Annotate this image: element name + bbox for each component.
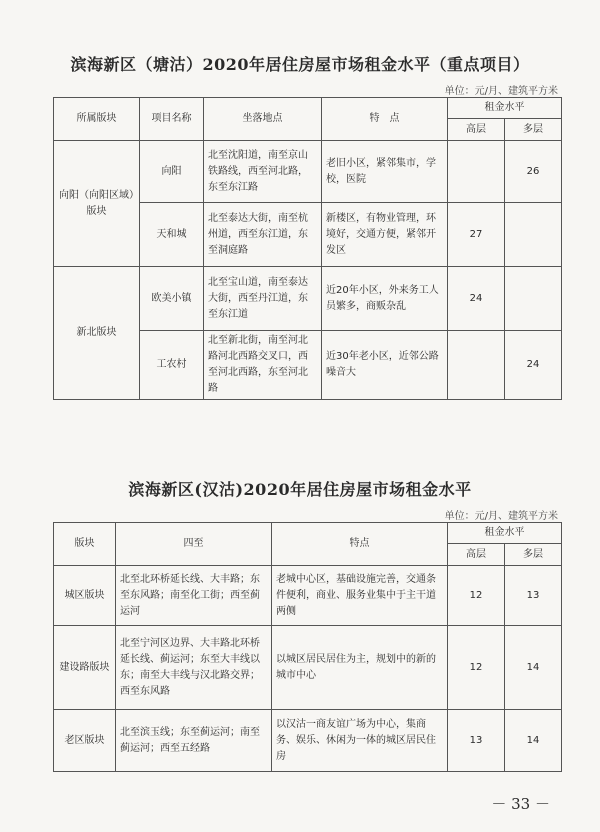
header-multi: 多层	[505, 119, 562, 141]
header-high: 高层	[448, 544, 505, 566]
section2-title: 滨海新区(汉沽)2020年居住房屋市场租金水平	[128, 480, 472, 499]
header-features: 特点	[272, 523, 448, 566]
header-high: 高层	[448, 119, 505, 141]
boundary-cell: 北至宁河区边界、大丰路北环桥延长线、蓟运河；东至大丰线以东；南至大丰线与汉北路交界；西至东风路	[116, 626, 272, 710]
multi-rent-cell	[505, 203, 562, 267]
features-cell: 以汉沽一商友谊广场为中心，集商务、娱乐、休闲为一体的城区居民住房	[272, 710, 448, 772]
region-cell: 建设路版块	[54, 626, 116, 710]
project-cell: 工农村	[140, 331, 204, 400]
header-features: 特 点	[322, 98, 448, 141]
header-location: 坐落地点	[204, 98, 322, 141]
boundary-cell: 北至滨玉线；东至蓟运河；南至蓟运河；西至五经路	[116, 710, 272, 772]
multi-rent-cell: 13	[505, 566, 562, 626]
multi-rent-cell: 26	[505, 141, 562, 203]
header-project: 项目名称	[140, 98, 204, 141]
header-multi: 多层	[505, 544, 562, 566]
rent-table-hangu	[53, 522, 562, 772]
location-cell: 北至沈阳道，南至京山铁路线，西至河北路，东至东江路	[204, 141, 322, 203]
section1-title: 滨海新区（塘沽）2020年居住房屋市场租金水平（重点项目）	[70, 55, 530, 74]
header-region: 所属版块	[54, 98, 140, 141]
features-cell: 新楼区，有物业管理，环境好，交通方便，紧邻开发区	[322, 203, 448, 267]
table-row	[54, 710, 562, 772]
project-cell: 欧美小镇	[140, 267, 204, 331]
rent-table-tanggu	[53, 97, 562, 400]
section1-unit: 单位：元/月、建筑平方米	[444, 86, 558, 97]
region-cell: 老区版块	[54, 710, 116, 772]
table-row	[54, 141, 562, 203]
project-cell: 向阳	[140, 141, 204, 203]
header-rent: 租金水平	[448, 523, 562, 544]
high-rent-cell: 27	[448, 203, 505, 267]
table-row	[54, 267, 562, 331]
features-cell: 近20年小区，外来务工人员繁多，商贩杂乱	[322, 267, 448, 331]
project-cell: 天和城	[140, 203, 204, 267]
location-cell: 北至新北街，南至河北路河北西路交叉口，西至河北西路，东至河北路	[204, 331, 322, 400]
multi-rent-cell: 14	[505, 710, 562, 772]
header-region: 版块	[54, 523, 116, 566]
high-rent-cell	[448, 141, 505, 203]
region-cell: 向阳（向阳区域）版块	[54, 141, 140, 267]
multi-rent-cell: 24	[505, 331, 562, 400]
high-rent-cell	[448, 331, 505, 400]
high-rent-cell: 12	[448, 626, 505, 710]
high-rent-cell: 13	[448, 710, 505, 772]
high-rent-cell: 12	[448, 566, 505, 626]
high-rent-cell: 24	[448, 267, 505, 331]
table-row	[54, 566, 562, 626]
features-cell: 以城区居民居住为主，规划中的新的城市中心	[272, 626, 448, 710]
region-cell: 城区版块	[54, 566, 116, 626]
features-cell: 近30年老小区，近邻公路噪音大	[322, 331, 448, 400]
features-cell: 老城中心区，基础设施完善，交通条件便利，商业、服务业集中于主干道两侧	[272, 566, 448, 626]
section2-unit: 单位：元/月、建筑平方米	[444, 511, 558, 522]
features-cell: 老旧小区，紧邻集市，学校，医院	[322, 141, 448, 203]
boundary-cell: 北至北环桥延长线、大丰路；东至东风路；南至化工街；西至蓟运河	[116, 566, 272, 626]
location-cell: 北至宝山道，南至泰达大街，西至丹江道，东至东江道	[204, 267, 322, 331]
header-boundary: 四至	[116, 523, 272, 566]
region-cell: 新北版块	[54, 267, 140, 400]
multi-rent-cell: 14	[505, 626, 562, 710]
multi-rent-cell	[505, 267, 562, 331]
page-number: － 33 －	[491, 795, 550, 813]
header-rent: 租金水平	[448, 98, 562, 119]
table-row	[54, 626, 562, 710]
location-cell: 北至泰达大街，南至杭州道，西至东江道，东至洞庭路	[204, 203, 322, 267]
